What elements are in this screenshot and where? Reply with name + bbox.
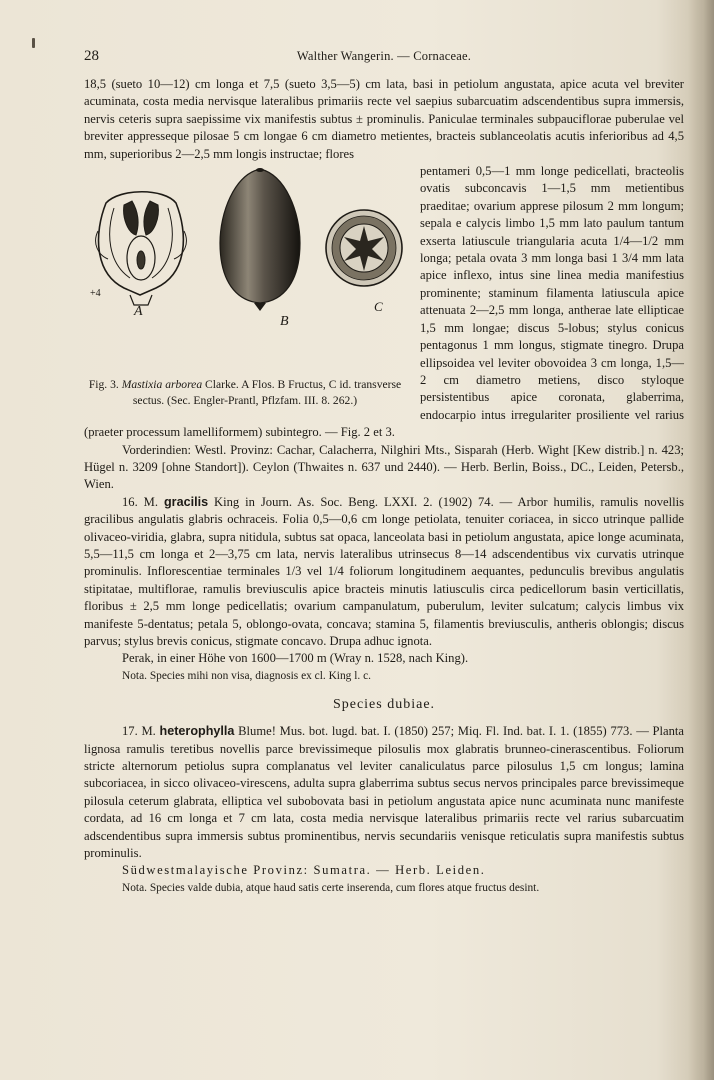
- species-16-text: King in Journ. As. Soc. Beng. LXXI. 2. (1902) 74. — Arbor humilis, ramulis novellis gracilibus angulatis glabris ochraceis. Folia 0,5—0,6 cm longe petiolata, tenuiter coriacea, in sicco utrinque pallide olivaceo-viridia, glabra, supra nitidula, subtus sat opaca, lanceolata basi in petiolum angustata, apice longe acuminata, 5,5—11,5 cm longa et 2—3,75 cm lata, nervis lateralibus utrinsecus 8—14 adscendentibus vix curvatis utrinque prominulis. Inflorescentiae terminales 1/3 vel 1/4 foliorum longitudinem aequantes, pedunculis brevibus angulatis stipitatae, multiflorae, ramulis breviusculis apice bracteis minutis latiusculis circa pedicellorum basin verticillatis, floribus ± 2,5 mm longe pedicellatis; ovarium campanulatum, puberulum, leviter sulcatum; calycis limbus vix manifeste 5-dentatus; petala 5, oblongo-ovata, concava; stamina 5, filamentis breviusculis, antheris oblongis; discus parvus; stylus brevis conicus, stigmate concavo. Drupa adhuc ignota.: [84, 494, 684, 648]
- figure-flower-section: [96, 192, 187, 305]
- caption-prefix: Fig. 3.: [88, 378, 119, 392]
- figure-label-b: B: [280, 314, 289, 330]
- species-17-number: 17. M.: [122, 724, 156, 739]
- figure-drupe: [220, 168, 300, 311]
- page-number: 28: [84, 48, 99, 64]
- species-17-nota: Nota. Species valde dubia, atque haud satis certe inserenda, cum flores atque fructus desint.: [122, 881, 540, 894]
- species-16-number: 16. M.: [122, 494, 159, 509]
- paragraph-wrapped: pentameri 0,5—1 mm longe pedicellati, bracteolis ovatis subconcavis 1—1,5 mm metientibus praeditae; ovarium apprese pilosum 2 mm longum; sepala e calycis limbo 1,5 mm lato paulum tantum exserta latiuscule triangularia acuta 1/4—1/2 mm longa; petala ovata 3 mm longa basi 1 3/4 mm lata apice inflexo, intus sine linea media manifestius prominente; staminum filamenta latiuscula apice attenuata 2—2,5 mm longa, antherae late ellipticae 1,5 mm longae; discus 5-lobus; stylus conicus pentagonus 1 mm longus, stigmate tinegro. Drupa ellipsoidea vel leviter obovoidea 3 cm longa, 1,5—2 cm diametro metiens, disco styloque persistentibus apice coronata, glaberrima, endocarpio intus irregulariter prosiliente vel rarius (praeter processum lamelliformem) subintegro. — Fig. 2 et 3.: [84, 164, 684, 440]
- ink-mark: [32, 38, 35, 48]
- figure-label-a: A: [134, 304, 143, 320]
- section-title: Species dubiae.: [332, 696, 436, 712]
- paragraph-continuation: 18,5 (sueto 10—12) cm longa et 7,5 (sueto 3,5—5) cm lata, basi in petiolum angustata, apice acuta vel breviter acuminata, costa media nervisque lateralibus primariis recte vel saepius subarcuatim adscendentibus supra immersis, nervis ceteris supra saepissime vix manifestis subtus ± prominulis. Paniculae terminales subpauciflorae puberulae vel breviter appresseque pilosae 5 cm longae 6 cm diametro metientes, bracteis sublanceolatis acutis inferioribus ad 4,5 mm, superioribus 2—2,5 mm longis instructae; flores: [84, 77, 684, 161]
- species-16-name: gracilis: [163, 494, 209, 509]
- species-17-name: heterophylla: [159, 724, 235, 739]
- page-body: [84, 76, 684, 896]
- species-17-locality: Südwestmalayische Provinz: Sumatra. — Herb. Leiden.: [122, 863, 486, 878]
- page-edge-shadow: [688, 0, 714, 1080]
- running-title: Walther Wangerin. — Cornaceae.: [296, 49, 472, 63]
- species-17-text: Blume! Mus. bot. lugd. bat. I. (1850) 257; Miq. Fl. Ind. bat. I. 1. (1855) 773. — Planta lignosa ramulis teretibus novellis parce brevissimeque pilosulis mox glabratis brunneo-cinerascentibus. Foliorum stricte alternorum petiolus supra complanatus vel leviter canaliculatus parce pilosulus 1,5 cm longus; lamina subcoriacea, in sicco olivaceo-virescens, adulta supra glaberrima subtus secus nervos principales parce brevissimeque pilosula ceterum glabrata, elliptica vel subobovata basi in petiolum angustata apice nunc acuminata nunc manifeste cordata, ad 16 cm longa et 7 cm lata, costa media nervisque lateralibus primariis recte vel rarius subarcuatim adscendentibus supra immersis subtus prominentibus, nervis secundariis venisque reticulatis supra manifestis subtus prominulis.: [84, 724, 684, 861]
- page-header: [84, 48, 684, 68]
- species-16-locality: Perak, in einer Höhe von 1600—1700 m (Wray n. 1528, nach King).: [122, 651, 469, 666]
- figure-caption: [84, 377, 406, 408]
- caption-text: Clarke. A Flos. B Fructus, C id. transverse sectus. (Sec. Engler-Prantl, Pflzfam. III. 8. 262.): [132, 378, 402, 407]
- caption-species: Mastixia arborea: [121, 378, 203, 392]
- figure-label-c: C: [374, 299, 383, 315]
- scale-mark: +4: [90, 288, 101, 300]
- species-16-entry: [84, 494, 684, 651]
- distribution-15: Vorderindien: Westl. Provinz: Cachar, Calacherra, Nilghiri Mts., Sisparah (Herb. Wight [Kew distrib.] n. 423; Hügel n. 3209 [ohne Standort]). Ceylon (Thwaites n. 637 und 2440). — Herb. Berlin, Boiss., DC., Leiden, Petersb., Wien.: [84, 442, 684, 492]
- species-17-entry: [84, 723, 684, 862]
- figure-illustration: [84, 163, 406, 377]
- species-16-nota: Nota. Species mihi non visa, diagnosis ex cl. King l. c.: [122, 669, 371, 682]
- figure-3: [84, 163, 406, 415]
- figure-cross-section: [326, 210, 402, 286]
